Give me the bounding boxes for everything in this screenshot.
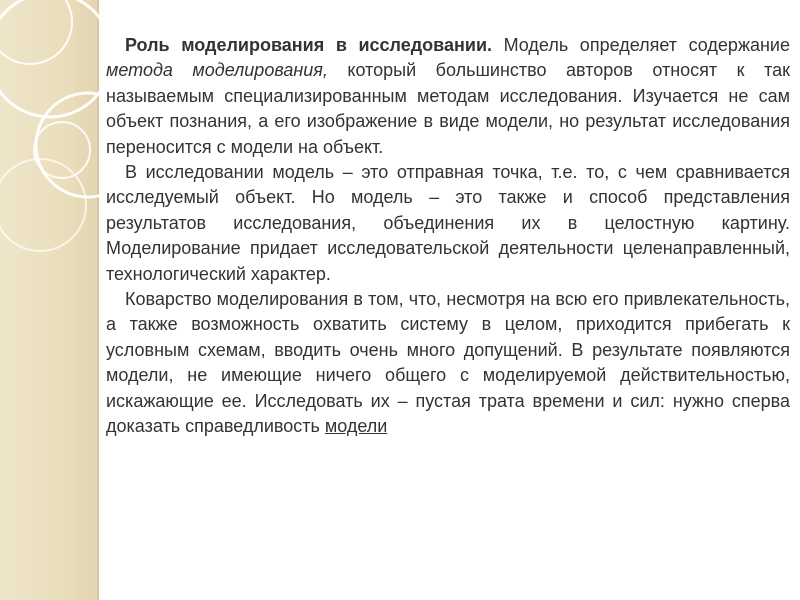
paragraph-1: [106, 33, 790, 160]
paragraph-2: В исследовании модель – это отправная точка, т.е. то, с чем сравнивается исследуемый объект. Но модель – это также и способ представления результатов исследования, объединения их в целостную картину. Моделирование придает исследовательской деятельности целенаправленный, технологический характер.: [106, 162, 790, 284]
paragraph-1-text-a: Модель определяет содержание: [492, 35, 790, 55]
paragraph-1-italic-term: метода моделирования,: [106, 60, 328, 81]
paragraph-3-text: Коварство моделирования в том, что, несмотря на всю его привлекательность, а также возможность охватить систему в целом, приходится прибегать к условным схемам, вводить очень много допущений. В результате появляются модели, не имеющие ничего общего с моделируемой действительностью, искажающие ее. Исследовать их – пустая трата времени и сил: нужно сперва доказать справедливость: [106, 289, 790, 437]
model-link[interactable]: модели: [324, 416, 388, 437]
body-text: [106, 33, 790, 440]
paragraph-1-heading: Роль моделирования в исследовании.: [125, 35, 493, 55]
paragraph-1-text-b: который большинство авторов относят к так называемым специализированным методам исследования. Изучается не сам объект познания, а его изображение в виде модели, но результат исследования переносится с модели на объект.: [106, 60, 790, 157]
paragraph-3: [106, 287, 790, 439]
